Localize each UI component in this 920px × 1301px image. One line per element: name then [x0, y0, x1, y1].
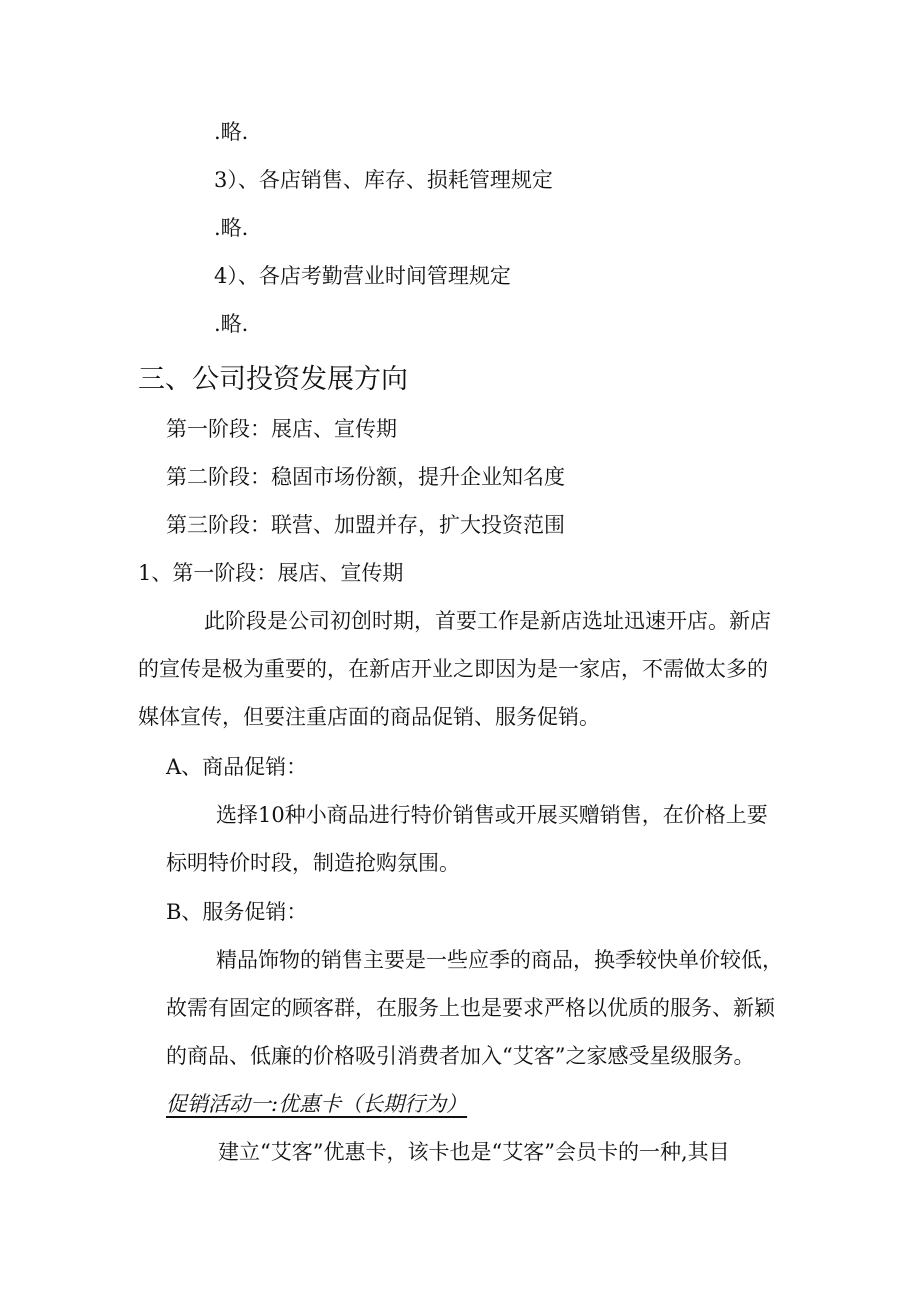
sub-heading-b: B、服务促销：	[166, 900, 308, 924]
paragraph-line: 建立“艾客”优惠卡，该卡也是“艾客”会员卡的一种,其目	[218, 1140, 730, 1164]
list-item-heading: 4）、各店考勤营业时间管理规定	[214, 264, 511, 288]
stage-line: 第一阶段：展店、宣传期	[166, 417, 397, 441]
text-line: .略.	[214, 216, 249, 240]
sub-heading-a: A、商品促销：	[166, 755, 308, 779]
paragraph-line: 媒体宣传，但要注重店面的商品促销、服务促销。	[138, 705, 600, 729]
text-line: .略.	[214, 120, 249, 144]
paragraph-line: 标明特价时段，制造抢购氛围。	[166, 851, 460, 875]
paragraph-line: 精品饰物的销售主要是一些应季的商品，换季较快单价较低，	[216, 948, 783, 972]
paragraph-line: 此阶段是公司初创时期，首要工作是新店选址迅速开店。新店	[204, 609, 771, 633]
stage-line: 第三阶段：联营、加盟并存，扩大投资范围	[166, 513, 565, 537]
paragraph-line: 故需有固定的顾客群，在服务上也是要求严格以优质的服务、新颖	[166, 996, 775, 1020]
list-item-heading: 3）、各店销售、库存、损耗管理规定	[214, 168, 553, 192]
paragraph-line: 选择10种小商品进行特价销售或开展买赠销售，在价格上要	[216, 803, 768, 827]
sub-heading: 1、第一阶段：展店、宣传期	[138, 561, 404, 585]
paragraph-line: 的商品、低廉的价格吸引消费者加入“艾客”之家感受星级服务。	[166, 1044, 755, 1068]
paragraph-line: 的宣传是极为重要的，在新店开业之即因为是一家店，不需做太多的	[138, 657, 768, 681]
stage-line: 第二阶段：稳固市场份额，提升企业知名度	[166, 465, 565, 489]
section-title: 三、公司投资发展方向	[138, 364, 408, 395]
promo-heading: 促销活动一:优惠卡（长期行为）	[166, 1092, 468, 1116]
text-line: .略.	[214, 312, 249, 336]
